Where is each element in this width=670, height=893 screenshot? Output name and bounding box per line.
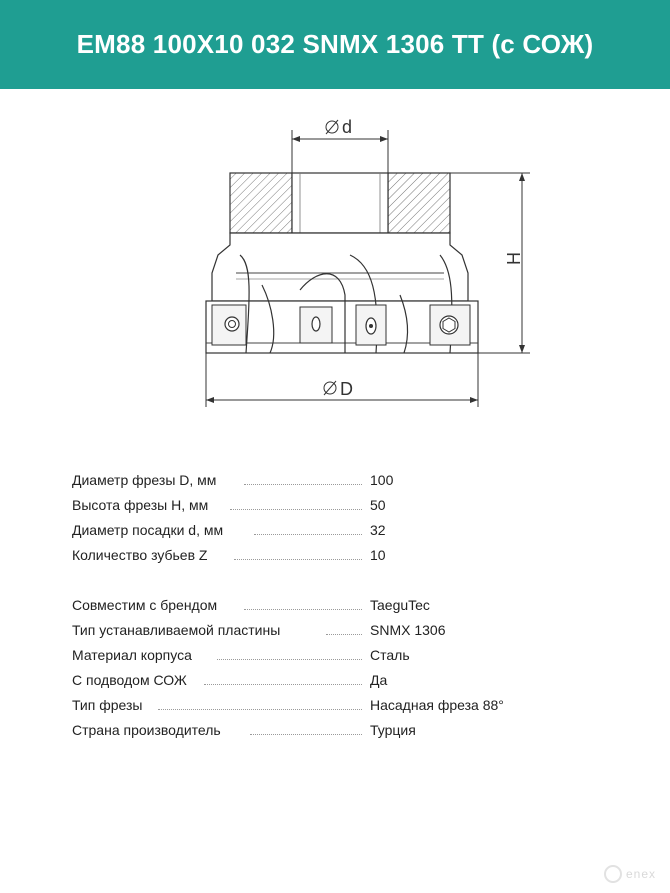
spec-value: 32: [370, 522, 386, 538]
watermark-text: enex: [625, 867, 656, 881]
leader-dots: [230, 509, 362, 510]
spec-value: 100: [370, 472, 394, 488]
dimension-d: [292, 117, 388, 173]
group-spacer: [72, 568, 632, 593]
watermark-logo-icon: [604, 865, 622, 883]
spec-label: Диаметр фрезы D, мм: [72, 472, 217, 488]
spec-label: Высота фрезы H, мм: [72, 497, 209, 513]
header-banner: [0, 0, 670, 89]
dim-H-label: H: [504, 252, 524, 265]
spec-label: Совместим с брендом: [72, 597, 218, 613]
spec-row: [72, 693, 632, 718]
spec-label: Материал корпуса: [72, 647, 192, 663]
spec-label: С подводом СОЖ: [72, 672, 187, 688]
spec-row: [72, 468, 632, 493]
watermark: [604, 865, 656, 883]
spec-row: [72, 643, 632, 668]
leader-dots: [234, 559, 362, 560]
cutter-body: [206, 173, 478, 353]
leader-dots: [244, 609, 362, 610]
spec-value: Турция: [370, 722, 416, 738]
spec-label: Количество зубьев Z: [72, 547, 208, 563]
cutter-drawing-svg: [0, 95, 670, 425]
spec-row: [72, 518, 632, 543]
leader-dots: [326, 634, 362, 635]
spec-row: [72, 718, 632, 743]
spec-label: Страна производитель: [72, 722, 221, 738]
leader-dots: [158, 709, 362, 710]
leader-dots: [217, 659, 362, 660]
spec-label: Диаметр посадки d, мм: [72, 522, 224, 538]
technical-drawing: [0, 95, 670, 425]
spec-label: Тип фрезы: [72, 697, 143, 713]
spec-value: Насадная фреза 88°: [370, 697, 504, 713]
spec-table: [72, 468, 632, 743]
spec-label: Тип устанавливаемой пластины: [72, 622, 281, 638]
spec-row: [72, 618, 632, 643]
spec-row: [72, 593, 632, 618]
page-title: EM88 100X10 032 SNMX 1306 TT (с СОЖ): [76, 29, 594, 59]
spec-row: [72, 543, 632, 568]
spec-value: 10: [370, 547, 386, 563]
spec-value: SNMX 1306: [370, 622, 446, 638]
dim-D-label: D: [340, 379, 353, 399]
leader-dots: [244, 484, 362, 485]
leader-dots: [254, 534, 362, 535]
spec-row: [72, 493, 632, 518]
spec-value: Да: [370, 672, 388, 688]
dimension-D: [206, 353, 478, 407]
spec-value: 50: [370, 497, 386, 513]
leader-dots: [250, 734, 362, 735]
spec-value: TaeguTec: [370, 597, 430, 613]
spec-row: [72, 668, 632, 693]
spec-value: Сталь: [370, 647, 410, 663]
leader-dots: [204, 684, 362, 685]
dim-d-label: d: [342, 117, 353, 137]
